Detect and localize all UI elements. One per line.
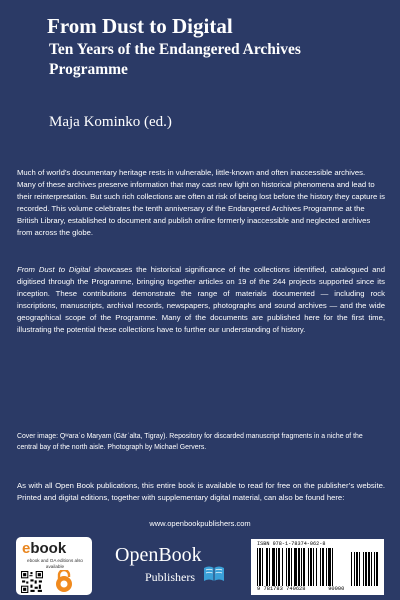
isbn-number: ISBN 978-1-78374-062-8	[257, 541, 326, 547]
logo-text-publishers: Publishers	[145, 570, 196, 584]
cover-image-caption: Cover image: Qʷaraʾo Maryam (Gärʿalta, Tigray). Repository for discarded manuscript fragments in a niche of the central bay of the north aisle. Photograph by Michael Gervers.	[17, 433, 363, 451]
barcode-addon-digits: 90000	[328, 586, 345, 592]
logo-text-openbook: OpenBook	[115, 544, 202, 566]
qr-code-icon[interactable]	[21, 571, 43, 593]
ebook-wordmark-e: e	[22, 540, 31, 557]
ebook-note: ebook and OA editions also available	[27, 558, 83, 569]
open-access-icon	[52, 570, 76, 594]
blurb-paragraph-2-text: showcases the historical significance of the collections identified, catalogued and digitised through the Programme, bringing together articles on 19 of the 244 projects supported since its inception. These contributions demonstrate the range of materials documented — including rock inscriptions, manuscripts, archival records, newspapers, photographs and sound archives — and the wide geographical scope of the Programme. Many of the documents are published here for the first time, illustrating the potential these collections have to further our understanding of history.	[17, 265, 385, 335]
blurb-book-title: From Dust to Digital	[17, 265, 91, 274]
open-book-publishers-logo	[103, 540, 235, 594]
ebook-wordmark	[22, 540, 66, 557]
ebook-wordmark-rest: book	[30, 540, 67, 557]
barcode-digits	[257, 586, 378, 592]
blurb-paragraph-2	[17, 264, 385, 337]
barcode-ean-digits: 9 781783 740628	[257, 586, 306, 592]
barcode-icon	[257, 548, 378, 586]
ebook-badge	[16, 537, 92, 595]
blurb-paragraph-3: As with all Open Book publications, this entire book is available to read for free on the publisher’s website. Printed and digital editions, together with supplementary digital material, can also be found here:	[17, 481, 385, 503]
blurb-paragraph-1: Much of world’s documentary heritage rests in vulnerable, little-known and often inaccessible archives. Many of these archives preserve information that may cast new light on historical phenomena and lead to their reinterpretation. But such rich collections are often at risk of being lost before the history they capture is recorded. This volume celebrates the tenth anniversary of the Endangered Archives Programme at the British Library, established to document and publish online formerly inaccessible and neglected archives from across the globe.	[17, 168, 385, 238]
book-title: From Dust to Digital	[47, 14, 233, 38]
publisher-url[interactable]: www.openbookpublishers.com	[149, 519, 251, 528]
isbn-barcode	[251, 539, 384, 595]
open-book-icon	[203, 562, 225, 584]
book-subtitle: Ten Years of the Endangered Archives Programme	[49, 41, 301, 78]
book-editor: Maja Kominko (ed.)	[49, 114, 172, 130]
